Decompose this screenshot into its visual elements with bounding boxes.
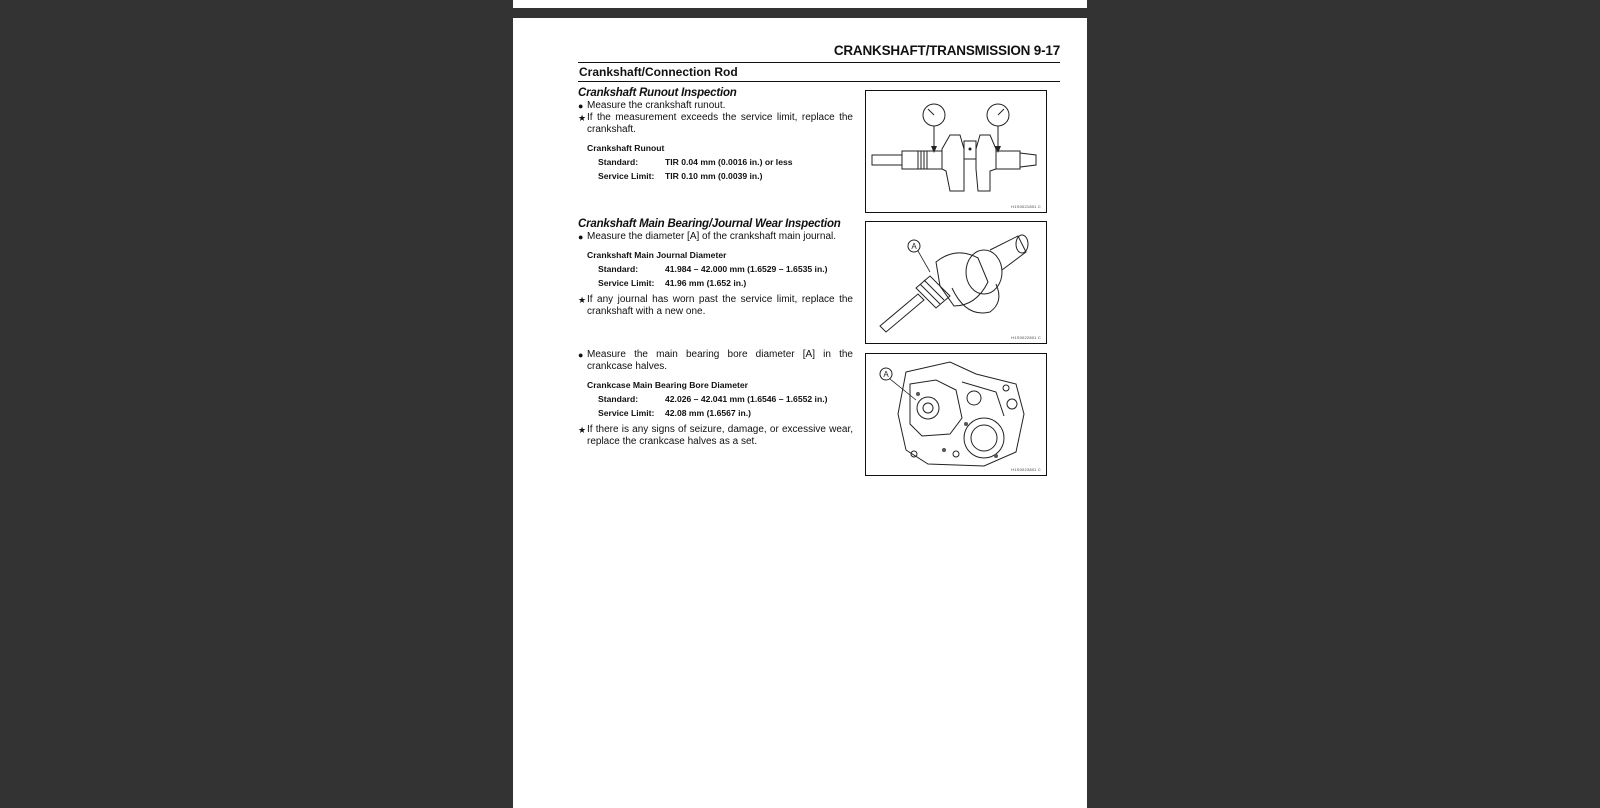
bore-standard-row — [587, 393, 853, 405]
runout-figure — [865, 90, 1047, 213]
runout-limit-label: Service Limit: — [598, 171, 655, 181]
journal-inspection-block — [578, 218, 853, 318]
bore-step-2 — [578, 424, 853, 448]
star-icon: ★ — [578, 113, 587, 123]
journal-limit-label: Service Limit: — [598, 278, 655, 288]
journal-spec — [587, 249, 853, 289]
page-header: CRANKSHAFT/TRANSMISSION 9-17 — [833, 43, 1060, 58]
runout-standard-row — [587, 156, 853, 168]
previous-page-edge — [513, 0, 1087, 8]
journal-figure — [865, 221, 1047, 344]
bore-standard-value: 42.026 – 42.041 mm (1.6546 – 1.6552 in.) — [665, 394, 828, 404]
journal-standard-row — [587, 263, 853, 275]
star-icon: ★ — [578, 425, 587, 435]
journal-step-2 — [578, 294, 853, 318]
bore-spec-title: Crankcase Main Bearing Bore Diameter — [587, 380, 748, 390]
section-header — [578, 62, 1060, 82]
bore-limit-value: 42.08 mm (1.6567 in.) — [665, 408, 751, 418]
crankcase-illustration — [866, 354, 1046, 475]
runout-title: Crankshaft Runout Inspection — [578, 87, 737, 99]
runout-step-1 — [578, 100, 853, 112]
star-icon: ★ — [578, 295, 587, 305]
journal-step-1 — [578, 231, 853, 243]
runout-step-1-text: Measure the crankshaft runout. — [587, 100, 726, 111]
manual-page — [513, 18, 1087, 808]
runout-spec — [587, 142, 853, 182]
runout-step-2-text: If the measurement exceeds the service limit, replace the crankshaft. — [587, 112, 853, 135]
bore-step-2-text: If there is any signs of seizure, damage, or excessive wear, replace the crankcase halves as a set. — [587, 424, 853, 447]
runout-spec-title: Crankshaft Runout — [587, 143, 665, 153]
journal-spec-title: Crankshaft Main Journal Diameter — [587, 250, 727, 260]
bore-figure-code: H1S0023801 C — [1011, 467, 1041, 472]
journal-step-1-text: Measure the diameter [A] of the crankshaft main journal. — [587, 231, 837, 242]
runout-limit-row — [587, 170, 853, 182]
bore-step-1-text: Measure the main bearing bore diameter [A] in the crankcase halves. — [587, 349, 853, 372]
journal-figure-code: H1S0022801 C — [1011, 335, 1041, 340]
crankshaft-dial-gauge-illustration — [866, 91, 1046, 212]
journal-standard-value: 41.984 – 42.000 mm (1.6529 – 1.6535 in.) — [665, 264, 828, 274]
bore-inspection-block — [578, 349, 853, 448]
runout-standard-value: TIR 0.04 mm (0.0016 in.) or less — [665, 157, 793, 167]
bore-figure-callout: A — [883, 370, 889, 379]
bore-standard-label: Standard: — [598, 394, 639, 404]
journal-limit-value: 41.96 mm (1.652 in.) — [665, 278, 747, 288]
bore-spec — [587, 379, 853, 419]
runout-inspection-block — [578, 87, 853, 187]
bore-figure — [865, 353, 1047, 476]
bullet-icon: ● — [578, 350, 584, 360]
section-title: Crankshaft/Connection Rod — [579, 65, 738, 79]
runout-step-2 — [578, 112, 853, 136]
crankshaft-journal-illustration — [866, 222, 1046, 343]
bullet-icon: ● — [578, 232, 584, 242]
runout-standard-label: Standard: — [598, 157, 639, 167]
journal-limit-row — [587, 277, 853, 289]
runout-limit-value: TIR 0.10 mm (0.0039 in.) — [665, 171, 763, 181]
runout-figure-code: H1S0021801 C — [1011, 204, 1041, 209]
bullet-icon: ● — [578, 101, 584, 111]
journal-standard-label: Standard: — [598, 264, 639, 274]
bore-limit-label: Service Limit: — [598, 408, 655, 418]
bore-limit-row — [587, 407, 853, 419]
journal-figure-callout: A — [911, 242, 917, 251]
bore-step-1 — [578, 349, 853, 373]
journal-step-2-text: If any journal has worn past the service limit, replace the crankshaft with a new one. — [587, 294, 853, 317]
journal-title: Crankshaft Main Bearing/Journal Wear Inspection — [578, 218, 841, 230]
